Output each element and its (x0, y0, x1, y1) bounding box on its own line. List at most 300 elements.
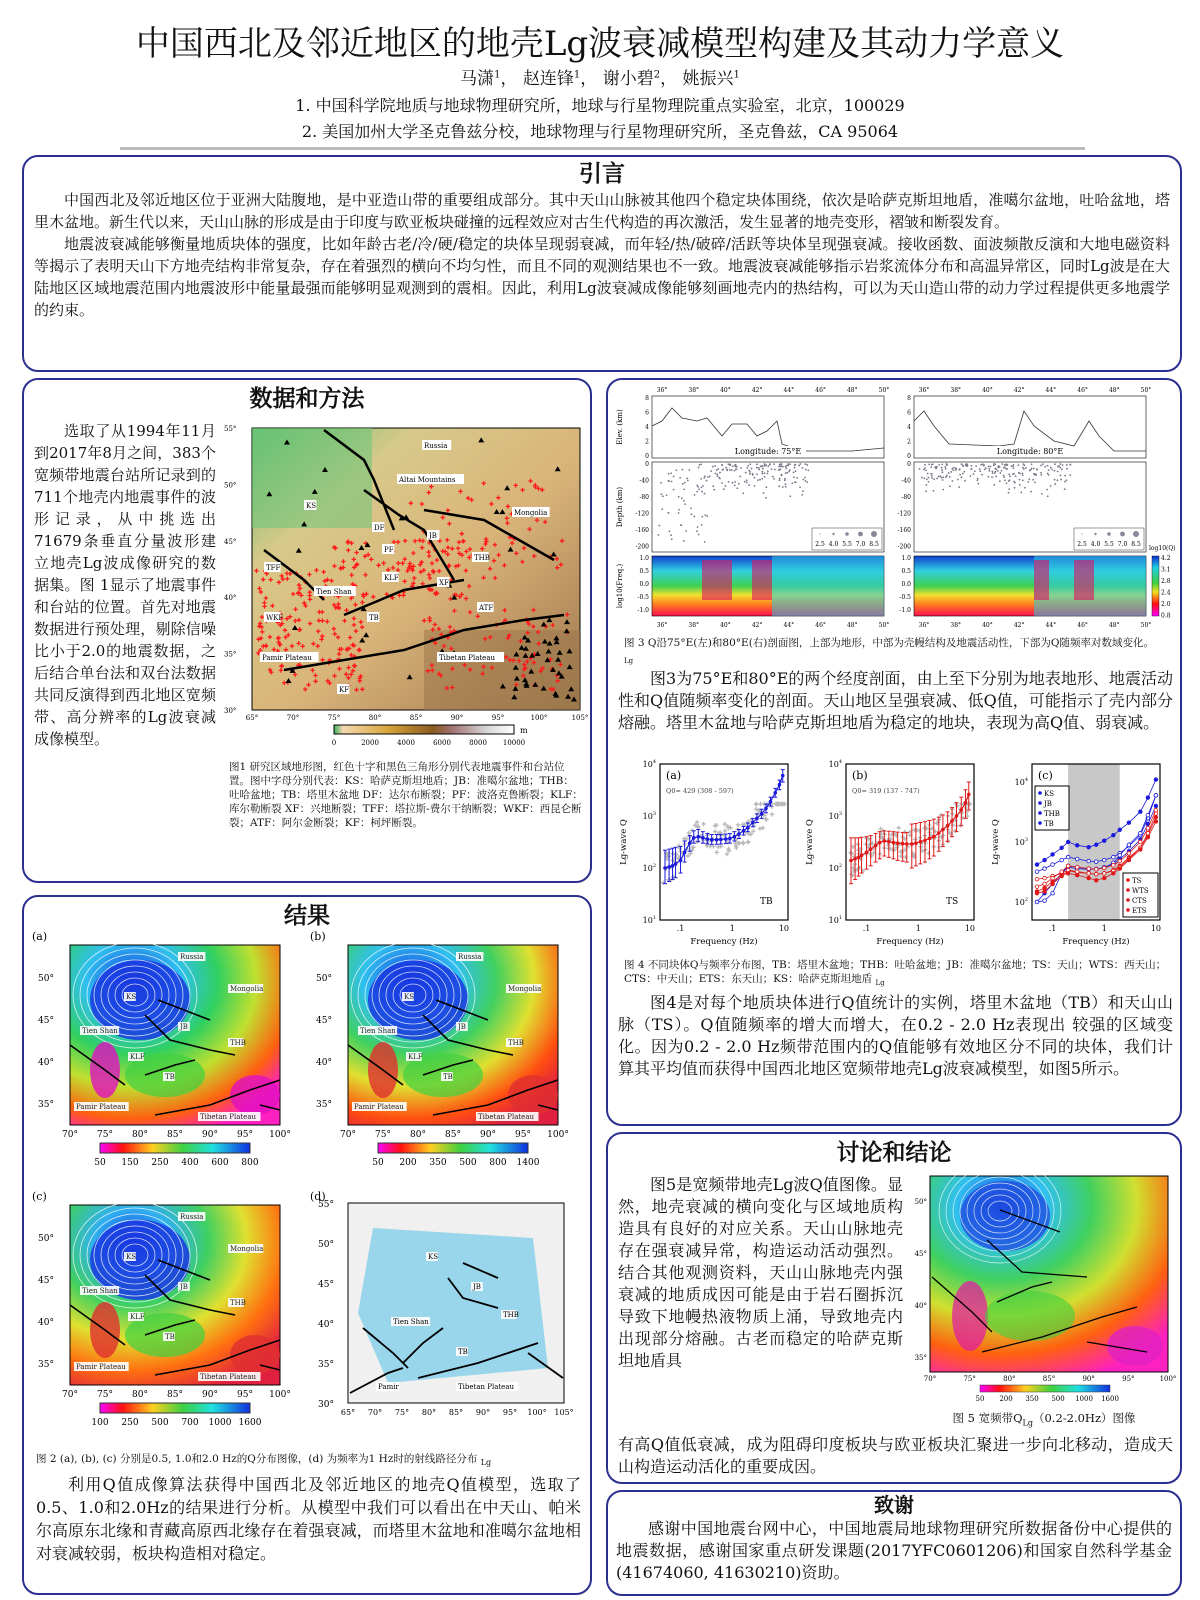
x-axis-label: Frequency (Hz) (876, 937, 944, 947)
mean-line (851, 794, 969, 860)
q-map-label: Mongolia (230, 985, 264, 993)
lat-tick: 50° (38, 974, 54, 984)
lat-tick: 45° (38, 1276, 54, 1286)
acknowledgements-panel (606, 1490, 1182, 1596)
fig5-colorbar-tick: 350 (1025, 1395, 1039, 1403)
q-map-label: Tien Shan (82, 1027, 118, 1035)
q-map-c (30, 1189, 306, 1447)
magnitude-legend-label: 4.0 (1090, 541, 1101, 548)
fig1-lon-tick: 95° (491, 714, 505, 722)
magnitude-legend-label: 8.5 (869, 541, 879, 548)
lon-tick: 75° (963, 1375, 976, 1383)
region-label: TS (946, 897, 959, 907)
author: 马潇$^1$ (460, 69, 501, 89)
magnitude-legend-label: 5.5 (842, 541, 852, 548)
panel-label: (d) (310, 1190, 326, 1203)
panel-label: (b) (310, 930, 326, 943)
lat-tick: 35° (38, 1360, 54, 1370)
lat-tick: 55° (318, 1200, 334, 1210)
lat-tick: 44° (1045, 622, 1057, 629)
series-point (1051, 853, 1055, 857)
q-map-label: Mongolia (508, 985, 542, 993)
series-point (1094, 868, 1098, 872)
series-point (1102, 866, 1106, 870)
colorbar-tick: 50 (372, 1158, 384, 1168)
lon-tick: 95° (237, 1390, 253, 1400)
series-point (1146, 835, 1150, 839)
fig1-colorbar (334, 725, 514, 734)
lon-tick: 80° (132, 1130, 148, 1140)
magnitude-legend-label: 2.5 (1077, 541, 1087, 548)
lat-tick: 44° (783, 387, 795, 394)
series-point (1112, 855, 1116, 859)
series-point (1094, 872, 1098, 876)
lon-tick: 70° (62, 1390, 78, 1400)
fig1-map-label: Russia (424, 442, 448, 450)
legend-label: JB (1044, 800, 1052, 808)
q-map-label: Tibetan Plateau (200, 1113, 257, 1121)
q-map-label: Tibetan Plateau (478, 1113, 535, 1121)
series-point (1051, 876, 1055, 880)
fig1-map-label: Tibetan Plateau (439, 654, 496, 662)
lon-tick: 105° (554, 1408, 574, 1417)
lat-tick: 50° (1140, 387, 1152, 394)
profile-80E (898, 387, 1152, 629)
magnitude-legend-label: 5.5 (1104, 541, 1114, 548)
x-axis-label: Frequency (Hz) (690, 937, 758, 947)
freq-tick: 0.0 (639, 581, 649, 588)
lon-tick: 75° (97, 1390, 113, 1400)
lon-tick: 80° (421, 1408, 437, 1417)
freq-tick: -0.5 (637, 594, 649, 601)
q-map-label: Mongolia (230, 1245, 264, 1253)
q-map-label: TB (443, 1073, 453, 1081)
fig1-colorbar-tick: 2000 (361, 739, 379, 747)
q-map-label: Pamir Plateau (76, 1363, 126, 1371)
figure-5-broadband-q-map (908, 1172, 1178, 1410)
series-point (1154, 820, 1158, 824)
elev-tick: 0 (645, 453, 649, 460)
series-point (1118, 859, 1122, 863)
series-point (1035, 890, 1039, 894)
series-point (1127, 843, 1131, 847)
series-point (1102, 858, 1106, 862)
data-methods-heading: 数据和方法 (249, 386, 365, 412)
series-point (1075, 857, 1079, 861)
figure-4-paragraph: 图4是对每个地质块体进行Q值统计的实例，塔里木盆地（TB）和天山山脉（TS）。Q值随频率的增大而增大，在0.2 - 2.0 Hz表现出 较强的区域变化。因为0.2 - 2.0 Hz频带范围内的Q值能够有效地区分不同的块体，我们计算其平均值而获得中国西北地区宽频带地壳Lg波衰减模型，如图5所示。 (618, 993, 1173, 1078)
lon-tick: 100° (527, 1408, 547, 1417)
elev-tick: 4 (645, 424, 649, 431)
figure-2-caption: 图 2 (a), (b), (c) 分别是0.5, 1.0和2.0 Hz的Q分布图像，(d) 为频率为1 Hz时的射线路径分布 $_{Lg}$ (36, 1453, 492, 1468)
y-tick: $10^4$ (828, 759, 842, 769)
elev-axis-label: Elev. (km) (616, 409, 624, 445)
ray-map-label: Tien Shan (393, 1318, 429, 1326)
colorbar-tick: 800 (489, 1158, 507, 1168)
lat-tick: 36° (656, 387, 668, 394)
panel-label: (c) (32, 1190, 47, 1203)
colorbar-tick: 400 (181, 1158, 199, 1168)
lon-tick: 90° (202, 1130, 218, 1140)
lon-tick: 85° (167, 1130, 183, 1140)
region-label: TB (760, 897, 773, 907)
lat-tick: 50° (1140, 622, 1152, 629)
panel-label: (a) (666, 769, 682, 782)
legend-label: KS (1044, 790, 1055, 798)
q-map-d (308, 1189, 584, 1447)
results-panel (22, 895, 592, 1595)
lat-tick: 35° (318, 1360, 334, 1370)
series-point (1102, 872, 1106, 876)
figure-3-caption: 图 3 Q沿75°E(左)和80°E(右)剖面图，上部为地形，中部为壳幔结构及地震活动性，下部为Q随频率对数域变化。 $_{Lg}$ (624, 637, 1155, 666)
lat-tick: 50° (914, 1198, 927, 1206)
q-map-label: Russia (180, 1213, 204, 1221)
panel-label: (b) (852, 769, 868, 782)
fig1-map-label: Tien Shan (316, 588, 352, 596)
colorbar-tick: 50 (94, 1158, 106, 1168)
q-map-b (308, 929, 584, 1187)
fig1-lat-tick: 40° (224, 594, 237, 603)
lon-tick: 75° (375, 1130, 391, 1140)
results-heading: 结果 (284, 903, 330, 929)
lat-tick: 50° (878, 622, 890, 629)
series-point (1087, 872, 1091, 876)
series-point (1043, 899, 1047, 903)
series-point (1127, 858, 1131, 862)
lat-tick: 46° (815, 387, 826, 394)
x-tick: 1 (729, 924, 735, 933)
q-map-label: JB (180, 1283, 188, 1291)
fig1-map-label: ATF (479, 604, 494, 612)
colorbar-tick: 100 (91, 1418, 109, 1428)
discussion-paragraph-full: 有高Q值低衰减，成为阻碍印度板块与欧亚板块汇聚进一步向北移动，造成天山构造运动活化的重要成因。 (618, 1435, 1173, 1476)
series-point (1139, 848, 1143, 852)
series-point (1087, 867, 1091, 871)
figure-5-caption: 图 5 宽频带$Q_{Lg}(0.2-2.0Hz)$图像 (952, 1411, 1136, 1428)
q-map-label: THB (230, 1039, 246, 1047)
q-map-label: TB (165, 1333, 175, 1341)
fig1-lat-tick: 30° (224, 707, 237, 715)
y-axis-label: Lg-wave Q (991, 819, 1001, 865)
discussion-heading: 讨论和结论 (836, 1140, 952, 1166)
legend-label: WTS (1132, 887, 1149, 895)
affiliation-1: 1. 中国科学院地质与地球物理研究所，地球与行星物理院重点实验室，北京，100029 (295, 96, 905, 115)
series-point (1075, 844, 1079, 848)
depth-tick: -120 (897, 510, 911, 518)
x-tick: 10 (1150, 924, 1162, 933)
lon-tick: 100° (547, 1130, 569, 1140)
figure-3-paragraph: 图3为75°E和80°E的两个经度剖面，由上至下分别为地表地形、地震活动性和Q值随频率变化的剖面。天山地区呈强衰减、低Q值，可能指示了壳内部分熔融。塔里木盆地与哈萨克斯坦地盾为稳定的地块，表现为高Q值、弱衰减。 (618, 669, 1173, 732)
fig1-lat-tick: 55° (224, 425, 237, 433)
y-tick: $10^3$ (642, 811, 656, 821)
series-point (1060, 858, 1064, 862)
y-axis-label: Lg-wave Q (805, 819, 815, 865)
q-map-label: KLF (408, 1053, 423, 1061)
fig1-lon-tick: 70° (286, 714, 300, 722)
fig1-lat-tick: 45° (224, 537, 237, 546)
lat-tick: 35° (38, 1100, 54, 1110)
results-paragraph: 利用Q值成像算法获得中国西北及邻近地区的地壳Q值模型，选取了0.5、1.0和2.0Hz的结果进行分析。从模型中我们可以看出在中天山、帕米尔高原东北缘和青藏高原西北缘存在着强衰减，而塔里木盆地和准噶尔盆地相对衰减较弱，板块构造相对稳定。 (36, 1475, 581, 1563)
x-tick: 10 (964, 924, 976, 933)
series-point (1118, 828, 1122, 832)
colorbar-tick: 800 (241, 1158, 259, 1168)
colorbar-tick: 200 (399, 1158, 417, 1168)
q-colorbar-tick: 2.4 (1161, 589, 1171, 597)
lat-tick: 50° (878, 387, 890, 394)
q-map-label: JB (180, 1023, 188, 1031)
lat-tick: 44° (1045, 387, 1057, 394)
series-point (1094, 860, 1098, 864)
series-point (1066, 864, 1070, 868)
fig1-lon-tick: 85° (409, 714, 423, 722)
author-list: 马潇$^1$， 赵连锋$^1$， 谢小碧$^2$， 姚振兴$^1$ (460, 69, 740, 89)
x-tick: 1 (915, 924, 921, 933)
q-colorbar (1152, 556, 1159, 616)
series-point (1112, 872, 1116, 876)
lon-tick: 70° (923, 1375, 937, 1383)
fig1-map-label: Pamir Plateau (262, 654, 312, 662)
lon-tick: 100° (1159, 1375, 1177, 1383)
fig1-colorbar-tick: 0 (331, 739, 337, 747)
ray-map-label: JB (473, 1283, 481, 1291)
x-tick: .1 (862, 924, 871, 933)
fig1-lon-tick: 65° (245, 714, 259, 722)
series-point (1112, 863, 1116, 867)
lon-tick: 95° (1122, 1375, 1135, 1383)
chart-b (802, 758, 986, 954)
ray-map-label: THB (503, 1311, 519, 1319)
series-point (1043, 867, 1047, 871)
fig1-lon-tick: 90° (450, 714, 464, 722)
lat-tick: 45° (318, 1280, 334, 1290)
fig1-map-label: WKF (266, 614, 284, 622)
series-point (1035, 877, 1039, 881)
lon-tick: 95° (502, 1408, 518, 1417)
q-map-label: TB (165, 1073, 175, 1081)
depth-tick: -160 (897, 527, 911, 534)
depth-tick: -200 (635, 543, 649, 551)
lat-tick: 46° (1077, 387, 1088, 394)
profile-label: Longitude: 75°E (734, 447, 802, 456)
fig1-map-label: PF (384, 546, 394, 554)
depth-tick: -80 (639, 494, 649, 501)
colorbar-tick: 250 (151, 1158, 169, 1168)
x-tick: .1 (676, 924, 685, 933)
lat-tick: 48° (1108, 622, 1120, 629)
y-tick: $10^3$ (1014, 837, 1028, 847)
q-map-label: KS (126, 993, 137, 1001)
elev-tick: 6 (645, 409, 649, 417)
fig1-map-label: TB (369, 614, 379, 622)
data-methods-panel (22, 378, 592, 883)
fig5-colorbar-tick: 50 (975, 1395, 985, 1403)
lon-tick: 85° (167, 1390, 183, 1400)
colorbar-tick: 1400 (516, 1158, 540, 1168)
figure-4-q-frequency-charts (616, 758, 1176, 954)
lat-tick: 40° (318, 1320, 334, 1330)
fig5-colorbar-tick: 200 (999, 1395, 1013, 1403)
figure-4-caption: 图 4 不同块体Q与频率分布图，TB：塔里木盆地；THB：吐哈盆地；JB：准噶尔盆地；TS：天山；WTS：西天山；CTS：中天山；ETS：东天山；KS：哈萨克斯坦地盾 $_{Lg}$ (624, 959, 1167, 988)
author: 谢小碧$^2$ (602, 69, 661, 89)
q-colorbar-tick: 2.8 (1161, 578, 1171, 585)
q-colorbar (378, 1143, 528, 1153)
series-point (1075, 865, 1079, 869)
acknowledgements-heading: 致谢 (874, 1493, 914, 1517)
ray-map-label: KS (428, 1253, 439, 1261)
legend-label: TS (1132, 877, 1142, 885)
lat-tick: 44° (783, 622, 795, 629)
lon-tick: 80° (1003, 1375, 1016, 1383)
fig5-colorbar-tick: 1000 (1075, 1395, 1093, 1403)
lon-tick: 70° (367, 1408, 383, 1417)
y-tick: $10^3$ (828, 811, 842, 821)
lat-tick: 36° (918, 622, 930, 629)
freq-tick: 1.0 (901, 555, 911, 562)
y-tick: $10^1$ (828, 915, 842, 925)
lon-tick: 80° (132, 1390, 148, 1400)
y-tick: $10^4$ (1014, 777, 1028, 788)
lat-tick: 48° (1108, 387, 1120, 394)
x-tick: 10 (778, 924, 790, 933)
fig1-colorbar-tick: 10000 (502, 739, 526, 747)
fig1-map-label: THB (474, 554, 490, 562)
lon-tick: 70° (62, 1130, 78, 1140)
q-map-label: Pamir Plateau (76, 1103, 126, 1111)
lon-tick: 90° (480, 1130, 496, 1140)
lon-tick: 90° (1082, 1375, 1095, 1383)
figure-1-caption: 图1 研究区域地形图，红色十字和黑色三角形分别代表地震事件和台站位置。图中字母分别代表：KS：哈萨克斯坦地盾；JB：准噶尔盆地；THB：吐哈盆地；TB：塔里木盆地 DF：达尔布断裂；PF：波洛克鲁断裂；KLF：库尔勒断裂 XF：兴地断裂；TFF：塔拉斯-费尔干纳断裂；WKF：西昆仑断裂；ATF：阿尔金断裂；KF：柯坪断裂。 (229, 761, 583, 829)
fig1-map-label: KS (306, 502, 317, 510)
q-colorbar-tick: 4.2 (1161, 555, 1171, 562)
fig1-lat-tick: 50° (224, 481, 237, 490)
series-point (1075, 873, 1079, 877)
series-point (1035, 870, 1039, 874)
q-colorbar-tick: 0.8 (1161, 612, 1171, 620)
legend-label: CTS (1132, 897, 1147, 905)
magnitude-legend-label: 2.5 (815, 541, 825, 548)
profile-75E (636, 387, 890, 629)
discussion-paragraph-wrap: 图5是宽频带地壳Lg波Q值图像。显然，地壳衰减的横向变化与区域地质构造具有良好的对应关系。天山山脉地壳存在强衰减异常，构造运动活动强烈。结合其他观测资料，天山山脉地壳内强衰减的地质成因可能是由于岩石圈拆沉导致下地幔热液物质上涌，导致地壳内出现部分熔融。古老而稳定的哈萨克斯坦地盾具 (618, 1175, 903, 1370)
q-colorbar-title: log10(Q) (1149, 545, 1176, 552)
header-divider (120, 147, 1085, 150)
series-point (1154, 808, 1158, 812)
intro-paragraph-1: 中国西北及邻近地区位于亚洲大陆腹地，是中亚造山带的重要组成部分。其中天山山脉被其他四个稳定块体围绕，依次是哈萨克斯坦地盾，准噶尔盆地，吐哈盆地，塔里木盆地。新生代以来，天山山脉的形成是由于印度与欧亚板块碰撞的远程效应对古生代构造的再次激活，发生显著的地壳变形，褶皱和断裂发育。 (34, 191, 1170, 231)
ray-map-label: Tibetan Plateau (458, 1383, 515, 1391)
q-map-label: Russia (180, 953, 204, 961)
series-point (1094, 843, 1098, 847)
q-map-label: KS (404, 993, 415, 1001)
shaded-frequency-band (1068, 764, 1120, 920)
colorbar-tick: 1600 (238, 1418, 262, 1428)
lat-tick: 38° (950, 387, 962, 394)
depth-tick: 0 (645, 461, 649, 468)
fig1-lon-tick: 105° (571, 714, 589, 722)
lat-tick: 48° (846, 622, 858, 629)
fig1-colorbar-unit: m (520, 726, 528, 735)
figure-1-topography-map (224, 420, 589, 755)
lat-tick: 38° (950, 622, 962, 629)
ray-path-coverage (358, 1228, 548, 1383)
lon-tick: 95° (237, 1130, 253, 1140)
fig1-map-label: JB (429, 532, 437, 540)
x-tick: 1 (1101, 924, 1107, 933)
depth-tick: -40 (901, 477, 911, 485)
author: 赵连锋$^1$ (522, 69, 581, 89)
lon-tick: 90° (202, 1390, 218, 1400)
q0-annotation: Q0= 319 (137 - 747) (852, 787, 920, 795)
colorbar-tick: 500 (151, 1418, 169, 1428)
fig1-map-label: KLF (384, 574, 399, 582)
panel-label: (a) (32, 930, 48, 943)
x-axis-label: Frequency (Hz) (1062, 937, 1130, 947)
elev-tick: 6 (907, 409, 911, 417)
q-map-label: KLF (130, 1313, 145, 1321)
depth-tick: 0 (907, 461, 911, 468)
q-map-label: Tibetan Plateau (200, 1373, 257, 1381)
lat-tick: 40° (982, 622, 993, 629)
fig1-map-label: KF (339, 686, 350, 694)
q-map-label: Tien Shan (360, 1027, 396, 1035)
colorbar-tick: 250 (121, 1418, 139, 1428)
lon-tick: 65° (340, 1408, 356, 1417)
lat-tick: 36° (656, 622, 668, 629)
magnitude-legend-label: 7.0 (1117, 541, 1128, 548)
q-map-label: THB (230, 1299, 246, 1307)
author: 姚振兴$^1$ (682, 69, 740, 89)
magnitude-legend-label: 4.0 (828, 541, 839, 548)
fig1-colorbar-ticks (332, 739, 525, 747)
fig5-colorbar-tick: 500 (1051, 1395, 1065, 1403)
depth-tick: -200 (897, 543, 911, 551)
depth-tick: -40 (639, 477, 649, 485)
poster-title: 中国西北及邻近地区的地壳Lg波衰减模型构建及其动力学意义 (135, 24, 1065, 64)
series-point (1094, 878, 1098, 882)
y-tick: $10^1$ (642, 915, 656, 925)
chart-a (616, 758, 800, 954)
lat-tick: 45° (914, 1250, 927, 1258)
series-point (1154, 804, 1158, 808)
lon-tick: 85° (1042, 1375, 1056, 1383)
y-tick: $10^2$ (828, 863, 842, 873)
q-map-label: Pamir Plateau (354, 1103, 404, 1111)
freq-tick: 1.0 (639, 555, 649, 562)
legend-label: THB (1044, 810, 1060, 818)
series-point (1139, 810, 1143, 814)
lat-tick: 35° (914, 1354, 927, 1362)
lat-tick: 40° (38, 1318, 54, 1328)
lon-tick: 85° (445, 1130, 461, 1140)
depth-tick: -160 (635, 527, 649, 534)
q-map-label: KS (126, 1253, 137, 1261)
series-point (1043, 886, 1047, 890)
series-point (1066, 840, 1070, 844)
series-point (1060, 846, 1064, 850)
elev-tick: 8 (645, 395, 649, 402)
series-point (1127, 851, 1131, 855)
lat-tick: 50° (38, 1234, 54, 1244)
lat-tick: 48° (846, 387, 858, 394)
series-point (1066, 855, 1070, 859)
lat-tick: 40° (720, 387, 731, 394)
freq-tick: 0.5 (901, 568, 911, 575)
y-tick: $10^4$ (642, 759, 656, 769)
depth-tick: -80 (901, 494, 911, 501)
series-point (1035, 863, 1039, 867)
series-point (1035, 885, 1039, 889)
series-point (1051, 863, 1055, 867)
fig1-map-label: Altai Mountains (399, 476, 456, 484)
depth-tick: -120 (635, 510, 649, 518)
series-point (1118, 854, 1122, 858)
